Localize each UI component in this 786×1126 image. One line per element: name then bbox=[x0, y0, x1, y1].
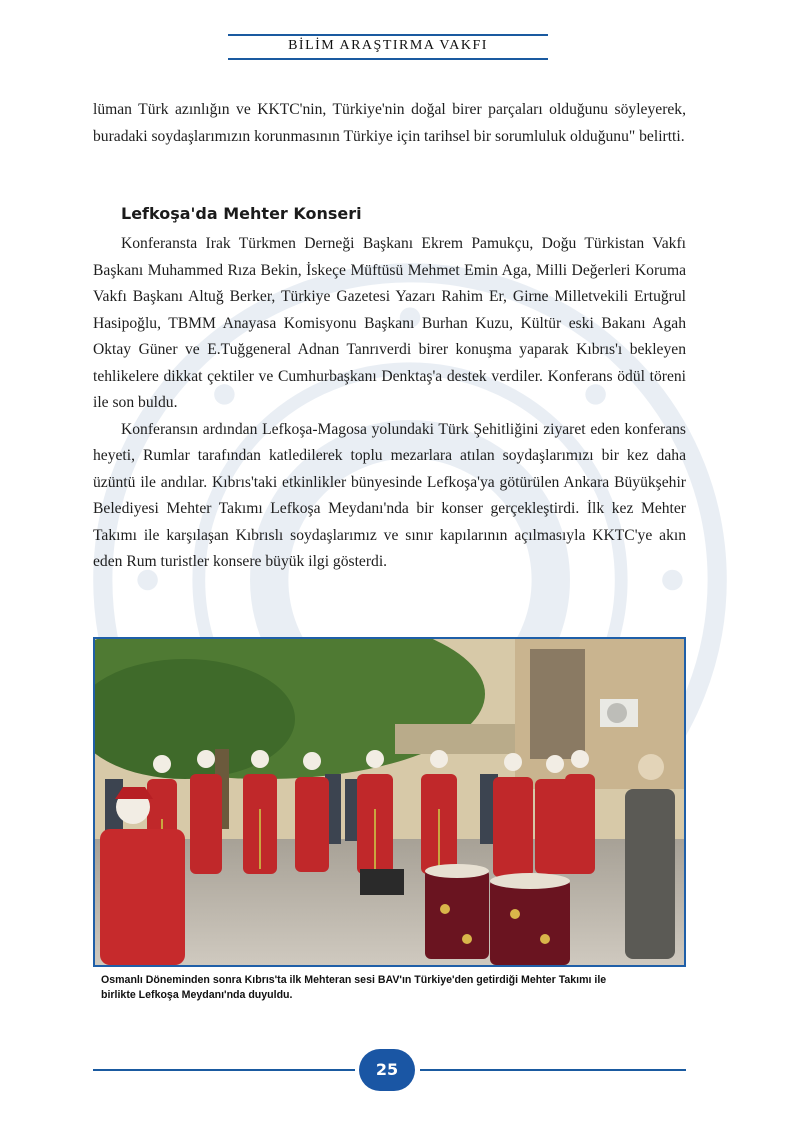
running-header: BİLİM ARAŞTIRMA VAKFI bbox=[288, 38, 488, 53]
intro-paragraph: lüman Türk azınlığın ve KKTC'nin, Türkiye'nin doğal birer parçaları olduğunu söyleyerek, buradaki soydaşlarımızın korunmasının Türkiye için tarihsel bir sorumluluk olduğunu" belirtti. bbox=[93, 101, 686, 145]
intro-text bbox=[93, 97, 686, 150]
kettle-drums bbox=[425, 864, 570, 965]
footer-rule-left bbox=[93, 1069, 355, 1071]
building-window bbox=[530, 649, 585, 759]
page-number-badge: 25 bbox=[359, 1049, 415, 1091]
header-bottom-rule bbox=[228, 58, 548, 60]
section-body bbox=[93, 231, 686, 576]
body-paragraph-1: Konferansta Irak Türkmen Derneği Başkanı Ekrem Pamukçu, Doğu Türkistan Vakfı Başkanı Muhammed Rıza Bekin, İskeçe Müftüsü Mehmet Emin Aga, Milli Değerleri Koruma Vakfı Başkanı Altuğ Berker, Türkiye Gazetesi Yazarı Rahim Er, Girne Milletvekili Ertuğrul Hasipoğlu, TBMM Anayasa Komisyonu Başkanı Burhan Kuzu, Kültür eski Bakanı Agah Oktay Güner ve E.Tuğgeneral Adnan Tanrıverdi birer konuşma yaparak Kıbrıs'ı bekleyen tehlikelere dikkat çektiler ve Cumhurbaşkanı Denktaş'a destek verdiler. Konferans ödül töreni ile son buldu. bbox=[93, 235, 686, 411]
footer-rule-right bbox=[420, 1069, 686, 1071]
body-paragraph-2: Konferansın ardından Lefkoşa-Magosa yolundaki Türk Şehitliğini ziyaret eden konferans heyeti, Rumlar tarafından katledilerek toplu mezarlara atılan soydaşlarımızı bir kez daha üzüntü ile andılar. Kıbrıs'taki etkinlikler bünyesinde Lefkoşa'ya götürülen Ankara Büyükşehir Belediyesi Mehter Takımı Lefkoşa Meydanı'nda bir konser gerçekleştirdi. İlk kez Mehter Takımı ile karşılaşan Kıbrıslı soydaşlarımız ve sınır kapılarının açılmasıyla KKTC'ye akın eden Rum turistler konsere büyük ilgi gösterdi. bbox=[93, 420, 686, 570]
photo-illustration bbox=[95, 639, 684, 965]
mehter-concert-photo bbox=[93, 637, 686, 967]
photo-caption bbox=[101, 973, 691, 1003]
header-top-rule bbox=[228, 34, 548, 36]
caption-line-1: Osmanlı Döneminden sonra Kıbrıs'ta ilk Mehteran sesi BAV'ın Türkiye'den getirdiği Mehter Takımı ile bbox=[101, 974, 607, 986]
section-heading: Lefkoşa'da Mehter Konseri bbox=[121, 204, 362, 223]
speaker-box bbox=[360, 869, 404, 895]
caption-line-2: birlikte Lefkoşa Meydanı'nda duyuldu. bbox=[101, 989, 293, 1001]
